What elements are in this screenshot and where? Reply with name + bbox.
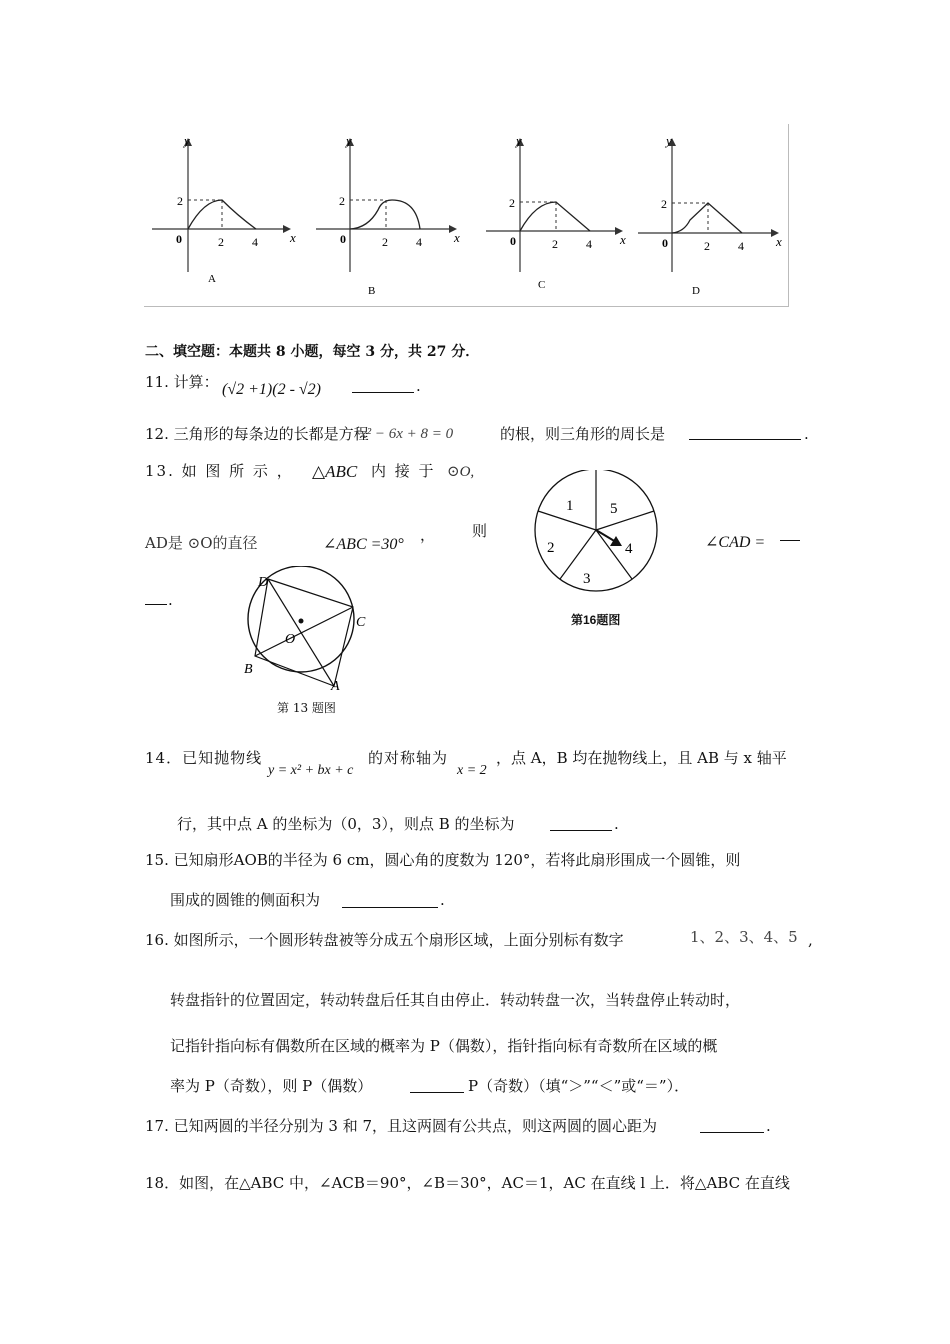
q16-blank[interactable] [410, 1092, 464, 1093]
q12-mid: 的根，则三角形的周长是 [500, 425, 666, 443]
svg-text:2: 2 [218, 235, 224, 249]
svg-text:3: 3 [583, 571, 591, 587]
q15-line2: 围成的圆锥的侧面积为 [170, 891, 321, 909]
figure-13 [238, 566, 378, 702]
graph-d [638, 133, 782, 297]
q16-line2: 转盘指针的位置固定，转动转盘后任其自由停止．转动转盘一次，当转盘停止转动时， [170, 991, 741, 1009]
svg-text:5: 5 [610, 501, 618, 517]
q11-blank[interactable] [352, 392, 414, 393]
svg-text:2: 2 [339, 194, 345, 208]
svg-text:x: x [620, 232, 626, 247]
q14-blank[interactable] [550, 830, 612, 831]
svg-text:x: x [454, 230, 460, 245]
q16-line4a: 率为 P（奇数），则 P（偶数） [170, 1077, 373, 1095]
svg-text:0: 0 [662, 236, 668, 250]
svg-text:0: 0 [340, 232, 346, 246]
section-title: 二、填空题：本题共 8 小题，每空 3 分，共 27 分． [145, 344, 480, 360]
q14-parabola: y = x² + bx + c [268, 763, 354, 778]
svg-text:2: 2 [552, 237, 558, 251]
svg-text:4: 4 [625, 541, 633, 557]
spinner-pointer [610, 536, 622, 546]
q11-expression: (√2 +1)(2 - √2) [222, 381, 321, 398]
svg-text:2: 2 [661, 197, 667, 211]
fig16-caption: 第16题图 [571, 613, 621, 627]
svg-text:x: x [290, 230, 296, 245]
svg-text:2: 2 [509, 196, 515, 210]
svg-text:4: 4 [252, 235, 258, 249]
graph-b [316, 133, 460, 297]
svg-text:x: x [776, 234, 782, 249]
q13-blank-b[interactable] [145, 604, 167, 605]
graph-options-svg [144, 124, 794, 308]
svg-text:2: 2 [177, 194, 183, 208]
q15-suffix: . [440, 891, 445, 909]
graph-c [486, 133, 626, 291]
figure-16 [530, 470, 664, 594]
svg-text:2: 2 [704, 239, 710, 253]
svg-text:y: y [184, 133, 190, 148]
svg-text:2: 2 [382, 235, 388, 249]
q14-axis: x = 2 [457, 763, 487, 778]
q15-line1: 15. 已知扇形AOB的半径为 6 cm，圆心角的度数为 120°，若将此扇形围成一个圆锥，则 [145, 851, 741, 869]
svg-text:0: 0 [510, 234, 516, 248]
q14-suffix: . [614, 815, 619, 833]
q17-suffix: . [766, 1117, 771, 1135]
q16-line3: 记指针指向标有偶数所在区域的概率为 P（偶数），指针指向标有奇数所在区域的概 [170, 1037, 718, 1055]
q16-line1: 16. 如图所示，一个圆形转盘被等分成五个扇形区域，上面分别标有数字 [145, 931, 624, 949]
svg-text:y: y [516, 133, 522, 148]
svg-text:4: 4 [416, 235, 422, 249]
q13-tail: . [168, 591, 173, 609]
q12-suffix: . [804, 425, 809, 443]
q13-comma: ， [420, 526, 436, 544]
svg-text:1: 1 [566, 498, 574, 514]
q16-comma: , [808, 931, 813, 949]
q18-line1: 18．如图，在△ABC 中，∠ACB＝90°，∠B＝30°，AC＝1，AC 在直线 l 上．将△ABC 在直线 [145, 1174, 790, 1192]
q16-line4b: P（奇数）（填“＞”“＜”或“＝”）． [468, 1077, 690, 1095]
q17-blank[interactable] [700, 1132, 764, 1133]
svg-text:C: C [356, 615, 366, 630]
svg-text:B: B [244, 662, 253, 677]
svg-text:D: D [692, 285, 700, 297]
q14-text3: ，点 A，B 均在抛物线上，且 AB 与 x 轴平 [496, 749, 787, 767]
graph-panel [144, 124, 789, 307]
fig13-caption: 第 13 题图 [277, 701, 336, 715]
svg-text:2: 2 [547, 540, 555, 556]
q15-blank[interactable] [342, 907, 438, 908]
svg-text:4: 4 [586, 237, 592, 251]
q13-ad-diameter: AD是 ⊙O的直径 [145, 534, 258, 552]
q13-line1: 13. 如 图 所 示 ， [145, 462, 294, 480]
q13-circle: ⊙O, [447, 464, 475, 480]
q13-angle-abc: ∠ABC =30° [323, 536, 404, 553]
q13-ze: 则 [472, 522, 488, 540]
q14-text2: 的对称轴为 [368, 749, 449, 767]
q13-line1b: 内 接 于 [371, 462, 436, 480]
q14-text1: 14．已知抛物线 [145, 749, 263, 767]
q11-suffix: . [416, 377, 421, 395]
q11-prefix: 11. 计算： [145, 373, 219, 391]
svg-text:4: 4 [738, 239, 744, 253]
svg-text:y: y [666, 133, 672, 148]
fig13-center-point [299, 619, 304, 624]
svg-text:O: O [285, 632, 296, 647]
q13-angle-cad: ∠CAD = [705, 534, 766, 551]
svg-text:C: C [538, 279, 546, 291]
q12-equation: x² − 6x + 8 = 0 [360, 426, 454, 442]
graph-a [152, 133, 296, 285]
q12-blank[interactable] [689, 439, 801, 440]
q12-prefix: 12. 三角形的每条边的长都是方程 [145, 425, 369, 443]
q14-line2: 行，其中点 A 的坐标为（0，3），则点 B 的坐标为 [177, 815, 515, 833]
q13-blank-a[interactable] [780, 540, 800, 541]
svg-text:0: 0 [176, 232, 182, 246]
svg-text:y: y [346, 133, 352, 148]
q17-line1: 17. 已知两圆的半径分别为 3 和 7，且这两圆有公共点，则这两圆的圆心距为 [145, 1117, 658, 1135]
svg-text:D: D [258, 575, 269, 590]
svg-text:A: A [208, 273, 216, 285]
svg-text:B: B [368, 285, 376, 297]
svg-text:A: A [331, 679, 340, 694]
q13-triangle: △ABC [312, 462, 358, 481]
q16-digits: 1、2、3、4、5 [690, 928, 798, 946]
